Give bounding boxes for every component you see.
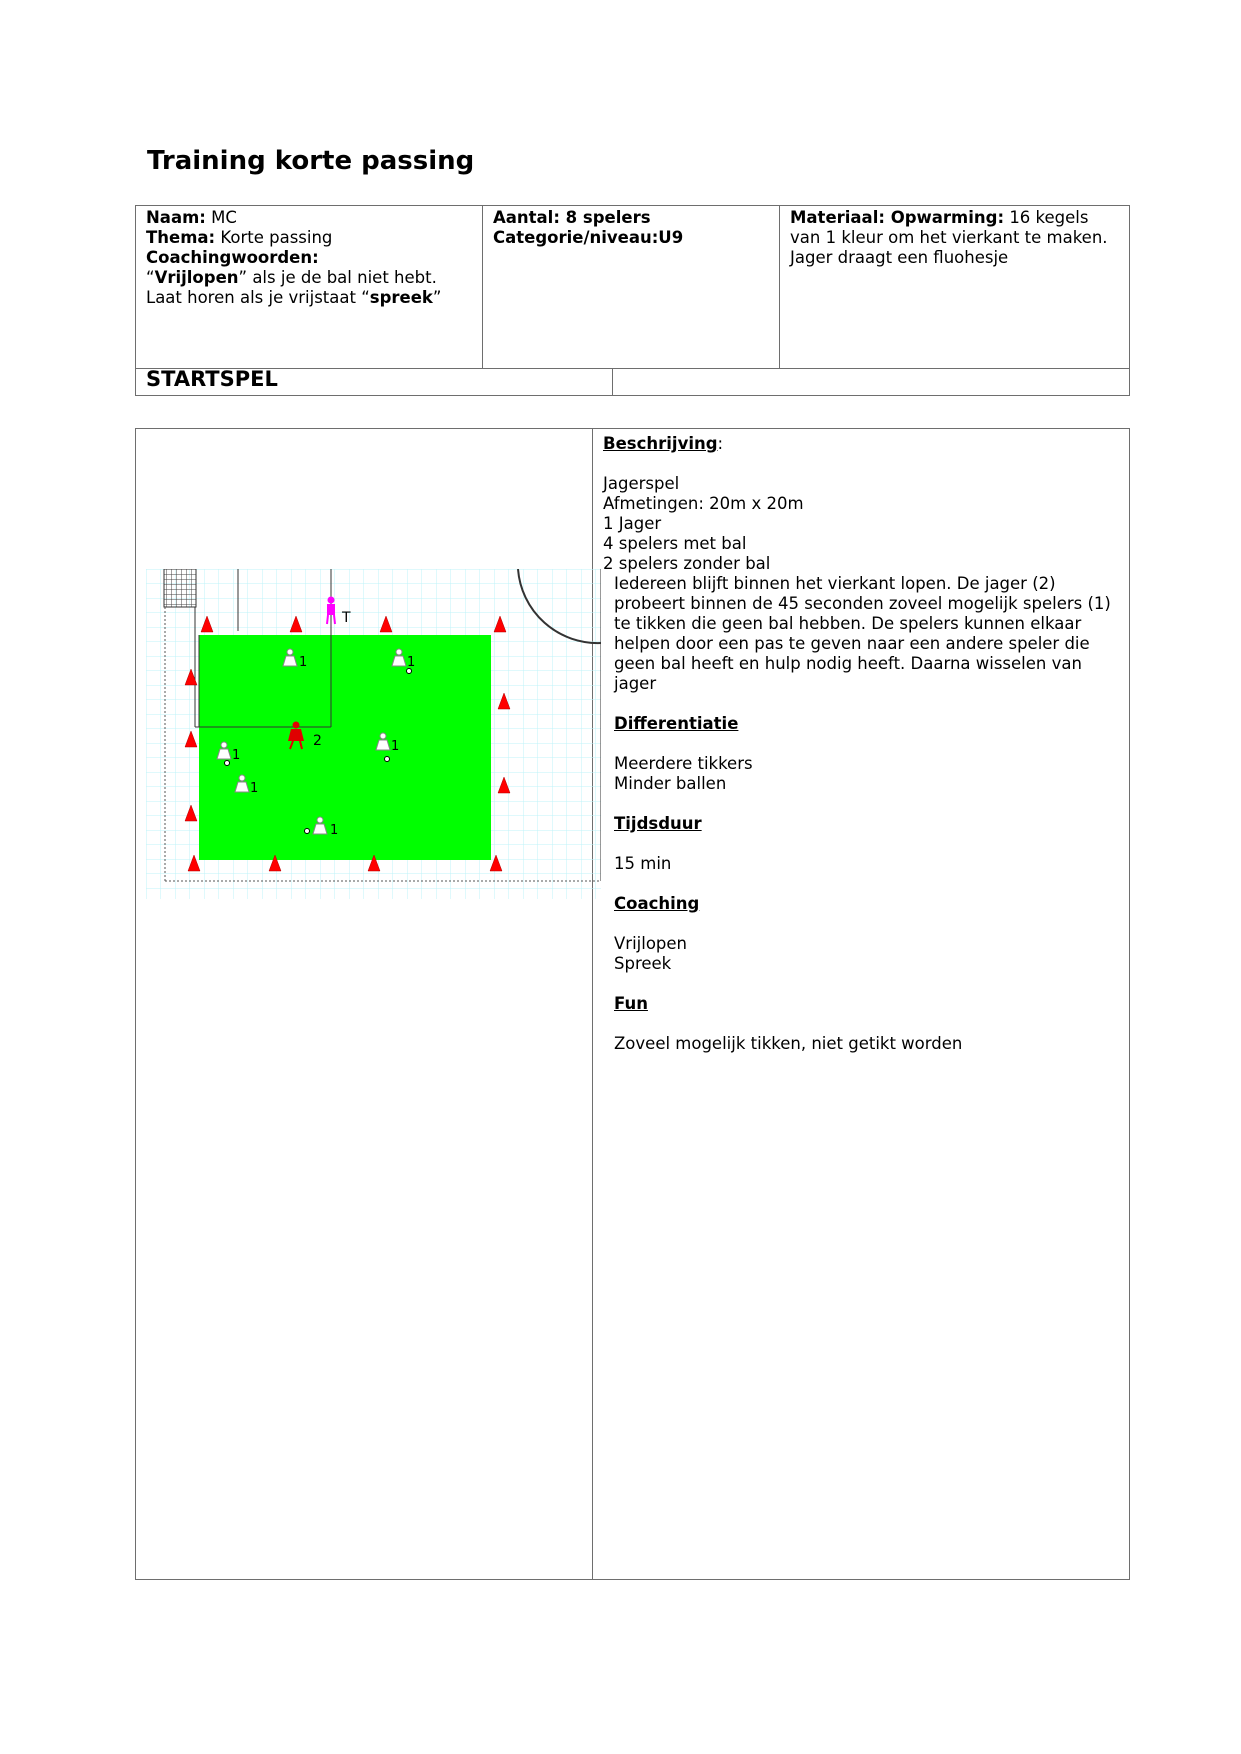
section-cell bbox=[136, 369, 613, 396]
coaching-heading: Coaching bbox=[614, 894, 700, 913]
goal-net bbox=[164, 569, 196, 607]
differentiatie-item: Minder ballen bbox=[614, 774, 727, 793]
differentiatie-item: Meerdere tikkers bbox=[614, 754, 753, 773]
description-paragraph: Iedereen blijft binnen het vierkant lopen. De jager (2) probeert binnen de 45 seconden zoveel mogelijk spelers (1) te tikken die geen bal hebben. De spelers kunnen elkaar helpen door een pas te geven naar een andere speler die geen bal heeft en hulp nodig heeft. Daarna wisselen van jager bbox=[614, 574, 1111, 693]
spreek-word: spreek bbox=[369, 288, 433, 307]
description-line: 2 spelers zonder bal bbox=[603, 554, 771, 573]
tijdsduur-heading: Tijdsduur bbox=[614, 814, 702, 833]
description-line: 4 spelers met bal bbox=[603, 534, 747, 553]
trainer-label: T bbox=[342, 610, 351, 626]
diagram-cell bbox=[136, 429, 593, 1580]
beschrijving-colon: : bbox=[717, 434, 724, 453]
spreek-pre: Laat horen als je vrijstaat “ bbox=[146, 288, 370, 307]
section-title: STARTSPEL bbox=[146, 367, 278, 391]
materiaal-text: 16 kegels van 1 kleur om het vierkant te maken. Jager draagt een fluohesje bbox=[790, 208, 1108, 267]
description-line: 1 Jager bbox=[603, 514, 662, 533]
description-line: Jagerspel bbox=[603, 474, 680, 493]
info-cell-materiaal bbox=[780, 206, 1130, 369]
fun-heading: Fun bbox=[614, 994, 648, 1013]
materiaal-label: Materiaal: Opwarming: bbox=[790, 208, 1005, 227]
playing-square bbox=[199, 635, 491, 860]
thema-value: Korte passing bbox=[220, 228, 333, 247]
thema-label: Thema: bbox=[146, 228, 216, 247]
coaching-item: Vrijlopen bbox=[614, 934, 688, 953]
field-diagram bbox=[146, 569, 601, 909]
info-table bbox=[135, 205, 1130, 369]
description-line: Afmetingen: 20m x 20m bbox=[603, 494, 804, 513]
categorie-text: Categorie/niveau:U9 bbox=[493, 228, 684, 247]
info-cell-naam bbox=[136, 206, 483, 369]
info-cell-aantal bbox=[483, 206, 780, 369]
jager-label: 2 bbox=[313, 733, 322, 749]
naam-value: MC bbox=[211, 208, 237, 227]
player-label: 1 bbox=[330, 823, 339, 838]
player-label: 1 bbox=[250, 781, 259, 796]
naam-label: Naam: bbox=[146, 208, 206, 227]
player-label: 1 bbox=[232, 748, 241, 763]
quote-open: “ bbox=[146, 268, 155, 287]
player-label: 1 bbox=[407, 655, 416, 670]
vrijlopen-word: Vrijlopen bbox=[154, 268, 239, 287]
fun-value: Zoveel mogelijk tikken, niet getikt worden bbox=[614, 1034, 963, 1053]
differentiatie-heading: Differentiatie bbox=[614, 714, 739, 733]
page-title: Training korte passing bbox=[147, 146, 475, 176]
player-label: 1 bbox=[299, 655, 308, 670]
section-table bbox=[135, 368, 1130, 396]
spreek-close: ” bbox=[432, 288, 442, 307]
coachingwoorden-label: Coachingwoorden: bbox=[146, 248, 319, 267]
beschrijving-heading: Beschrijving bbox=[603, 434, 718, 453]
section-empty-cell bbox=[613, 369, 1130, 396]
aantal-text: Aantal: 8 spelers bbox=[493, 208, 651, 227]
vrijlopen-rest: ” als je de bal niet hebt. bbox=[238, 268, 437, 287]
tijdsduur-value: 15 min bbox=[614, 854, 672, 873]
coaching-item: Spreek bbox=[614, 954, 672, 973]
player-label: 1 bbox=[391, 739, 400, 754]
description-cell bbox=[593, 429, 1130, 1580]
exercise-table bbox=[135, 428, 1130, 1580]
